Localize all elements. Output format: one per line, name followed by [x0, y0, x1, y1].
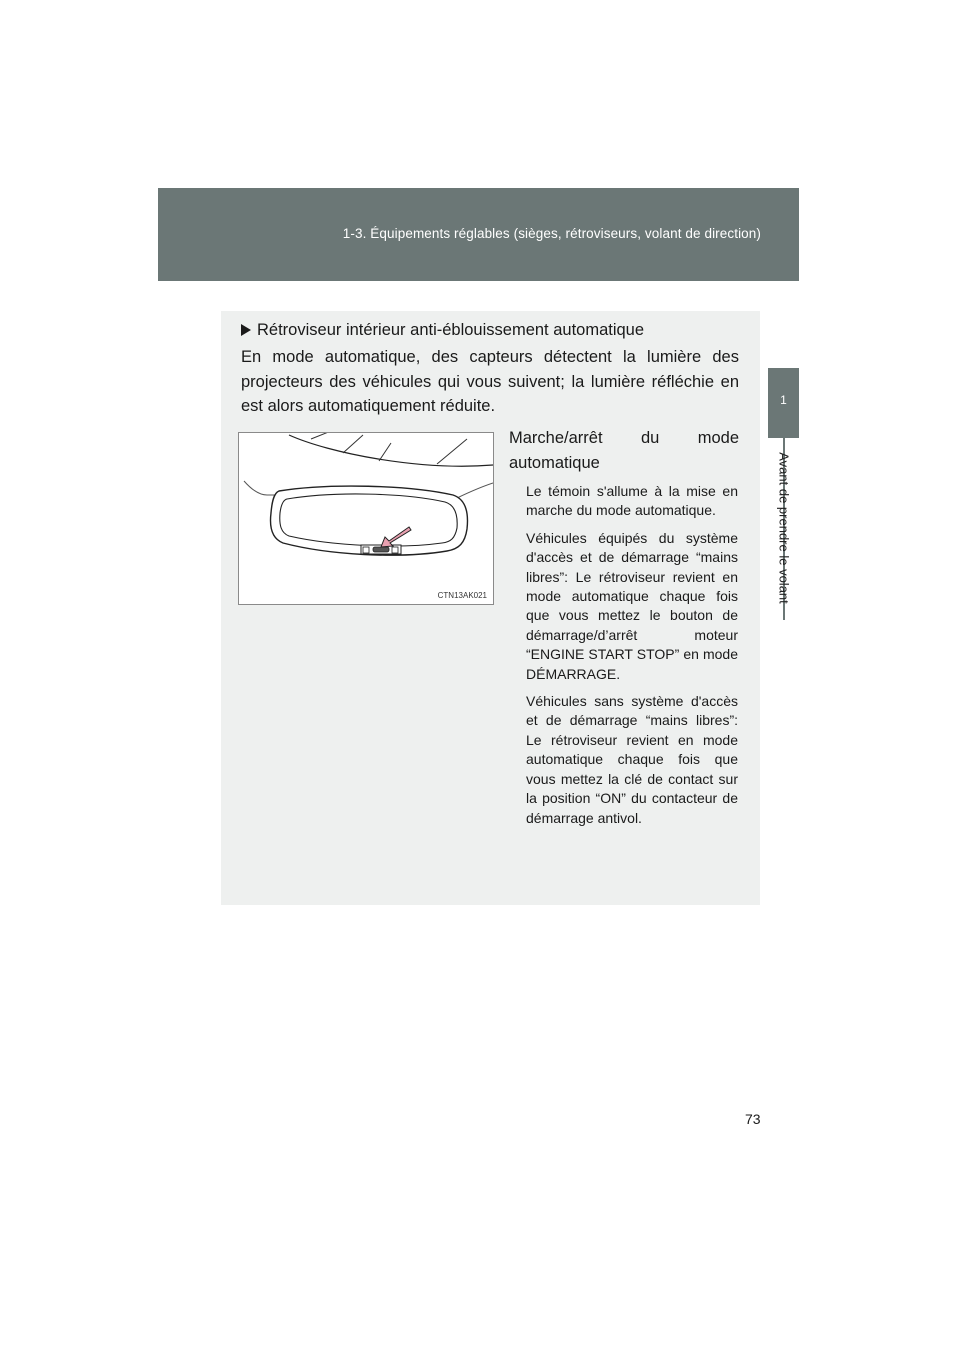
content-box — [221, 311, 760, 905]
intro-paragraph: En mode automatique, des capteurs détectent la lumière des projecteurs des véhicules qui vous suivent; la lumière réfléchie en est alors automatiquement réduite. — [241, 348, 739, 415]
mirror-drawing — [239, 433, 493, 604]
subheading — [509, 426, 739, 476]
chapter-label: Avant de prendre le volant — [776, 452, 792, 604]
note-smart-entry: Véhicules équipés du système d'accès et de démarrage “mains libres”: Le rétroviseur revient en mode automatique chaque fois que vous mettez le bouton de démarrage/d’arrêt moteur “ENGINE START STOP” en mode DÉMARRAGE. — [526, 529, 738, 682]
mirror-illustration — [238, 432, 494, 605]
note-without-smart-entry: Véhicules sans système d'accès et de démarrage “mains libres”: Le rétroviseur revient en mode automatique chaque fois que vous mettez la clé de contact sur la position “ON” du contacteur de démarrage antivol. — [526, 693, 738, 826]
section-heading — [241, 321, 644, 340]
figure-code: CTN13AK021 — [437, 591, 487, 600]
header-band — [158, 188, 799, 281]
notes-list — [526, 482, 738, 836]
page-number: 73 — [745, 1111, 761, 1127]
subheading-line-1: Marche/arrêt du mode — [509, 429, 739, 447]
section-heading-text: Rétroviseur intérieur anti-éblouissement automatique — [257, 321, 645, 339]
subheading-line-2: automatique — [509, 454, 600, 472]
triangle-right-icon — [241, 324, 251, 336]
chapter-tab — [768, 368, 799, 438]
note-indicator: Le témoin s'allume à la mise en marche du mode automatique. — [526, 483, 738, 519]
section-title: 1-3. Équipements réglables (sièges, rétroviseurs, volant de direction) — [342, 226, 761, 241]
chapter-number: 1 — [780, 393, 787, 407]
